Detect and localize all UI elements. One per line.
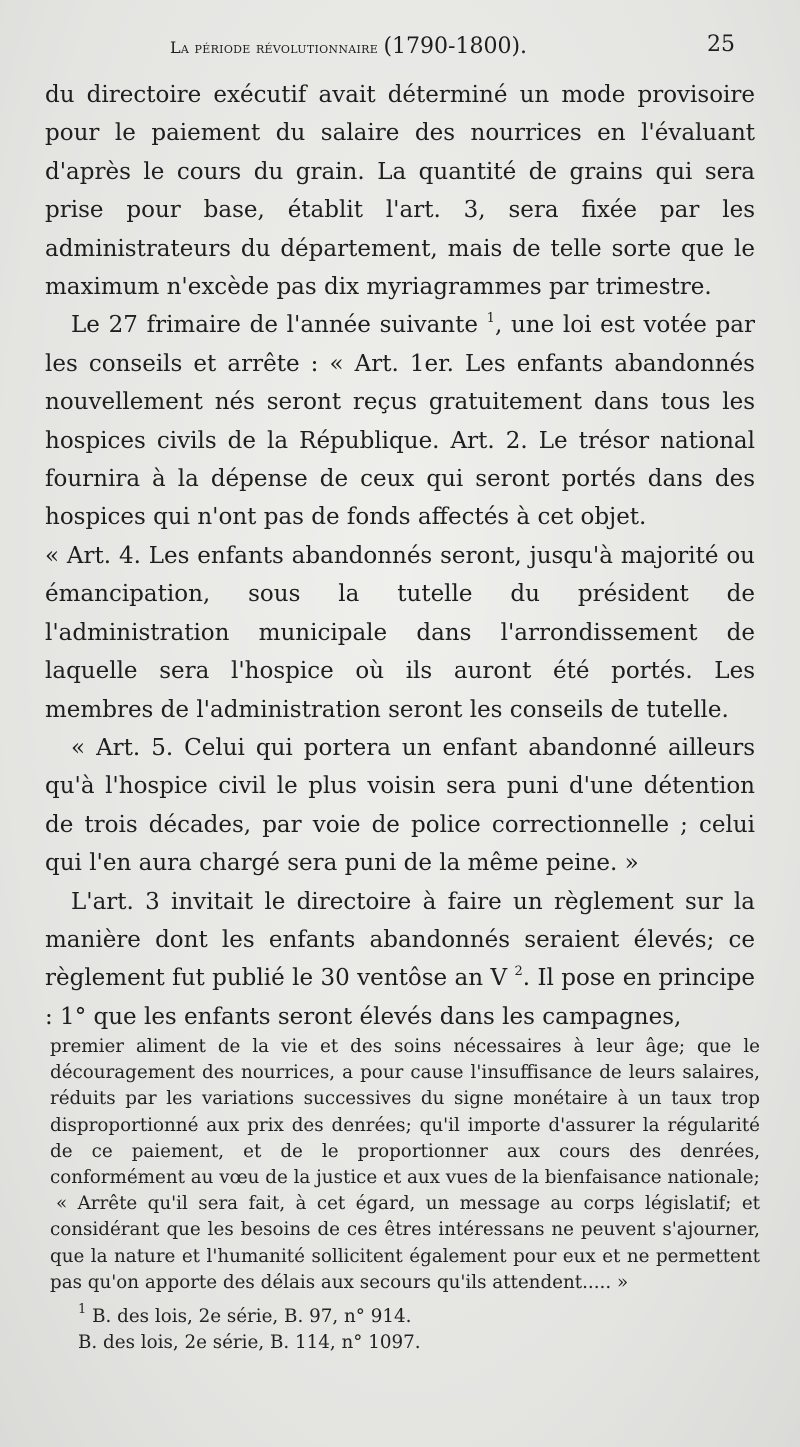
note-quote: « Arrête qu'il sera fait, à cet égard, un message au corps législatif; et considérant que les besoins de ces êtres intéressans ne peuvent s'ajourner, que la nature et l'humanité sollicitent également pour eux et ne permettent pas qu'on apporte des délais aux secours qu'ils attendent..... »: [50, 1193, 760, 1293]
main-text: [45, 76, 755, 1036]
footnote-ref-1: 1: [486, 310, 495, 326]
paragraph-2: Le 27 frimaire de l'année suivante $^1$, une loi est votée par les conseils et arrête : « Art. 1er. Les enfants abandonnés nouvellement nés seront reçus gratuitement dans tous les hospices civils de la République. Art. 2. Le trésor national fournira à la dépense de ceux qui seront portés dans des hospices qui n'ont pas de fonds affectés à cet objet.: [45, 310, 755, 531]
running-header: [40, 30, 755, 70]
footnote-1: $^1$ B. des lois, 2e série, B. 97, n° 914.: [78, 1301, 412, 1328]
footnote-1-marker: 1: [78, 1301, 87, 1317]
paragraph-4: « Art. 5. Celui qui portera un enfant abandonné ailleurs qu'à l'hospice civil le plus voisin sera puni d'une détention de trois décades, par voie de police correctionnelle ; celui qui l'en aura chargé sera puni de la même peine. »: [45, 734, 755, 877]
footnote-list: [50, 1301, 760, 1356]
footnotes: [50, 1034, 760, 1356]
footnote-ref-2: 2: [514, 963, 523, 979]
paragraph-5: L'art. 3 invitait le directoire à faire un règlement sur la manière dont les enfants abandonnés seraient élevés; ce règlement fut publié le 30 ventôse an V $^2$. Il pose en principe : 1° que les enfants seront élevés dans les campagnes,: [45, 888, 755, 1030]
paragraph-3: « Art. 4. Les enfants abandonnés seront, jusqu'à majorité ou émancipation, sous la tutelle du président de l'administration municipale dans l'arrondissement de laquelle sera l'hospice où ils auront été portés. Les membres de l'administration seront les conseils de tutelle.: [45, 542, 755, 723]
paragraph-1: du directoire exécutif avait déterminé un mode provisoire pour le paiement du salaire des nourrices en l'évaluant d'après le cours du grain. La quantité de grains qui sera prise pour base, établit l'art. 3, sera fixée par les administrateurs du département, mais de telle sorte que le maximum n'excède pas dix myriagrammes par trimestre.: [45, 82, 755, 301]
footnote-2: B. des lois, 2e série, B. 114, n° 1097.: [78, 1332, 421, 1354]
note-continuation: premier aliment de la vie et des soins nécessaires à leur âge; que le découragement des nourrices, a pour cause l'insuffisance de leurs salaires, réduits par les variations successives du signe monétaire à un taux trop disproportionné aux prix des denrées; qu'il importe d'assurer la régularité de ce paiement, et de le proportionner aux cours des denrées, conformément au vœu de la justice et aux vues de la bienfaisance nationale;: [50, 1036, 760, 1189]
running-title: La période révolutionnaire (1790-1800).: [170, 34, 528, 59]
page-number: 25: [707, 32, 735, 57]
running-title-years: (1790-1800).: [383, 34, 528, 59]
